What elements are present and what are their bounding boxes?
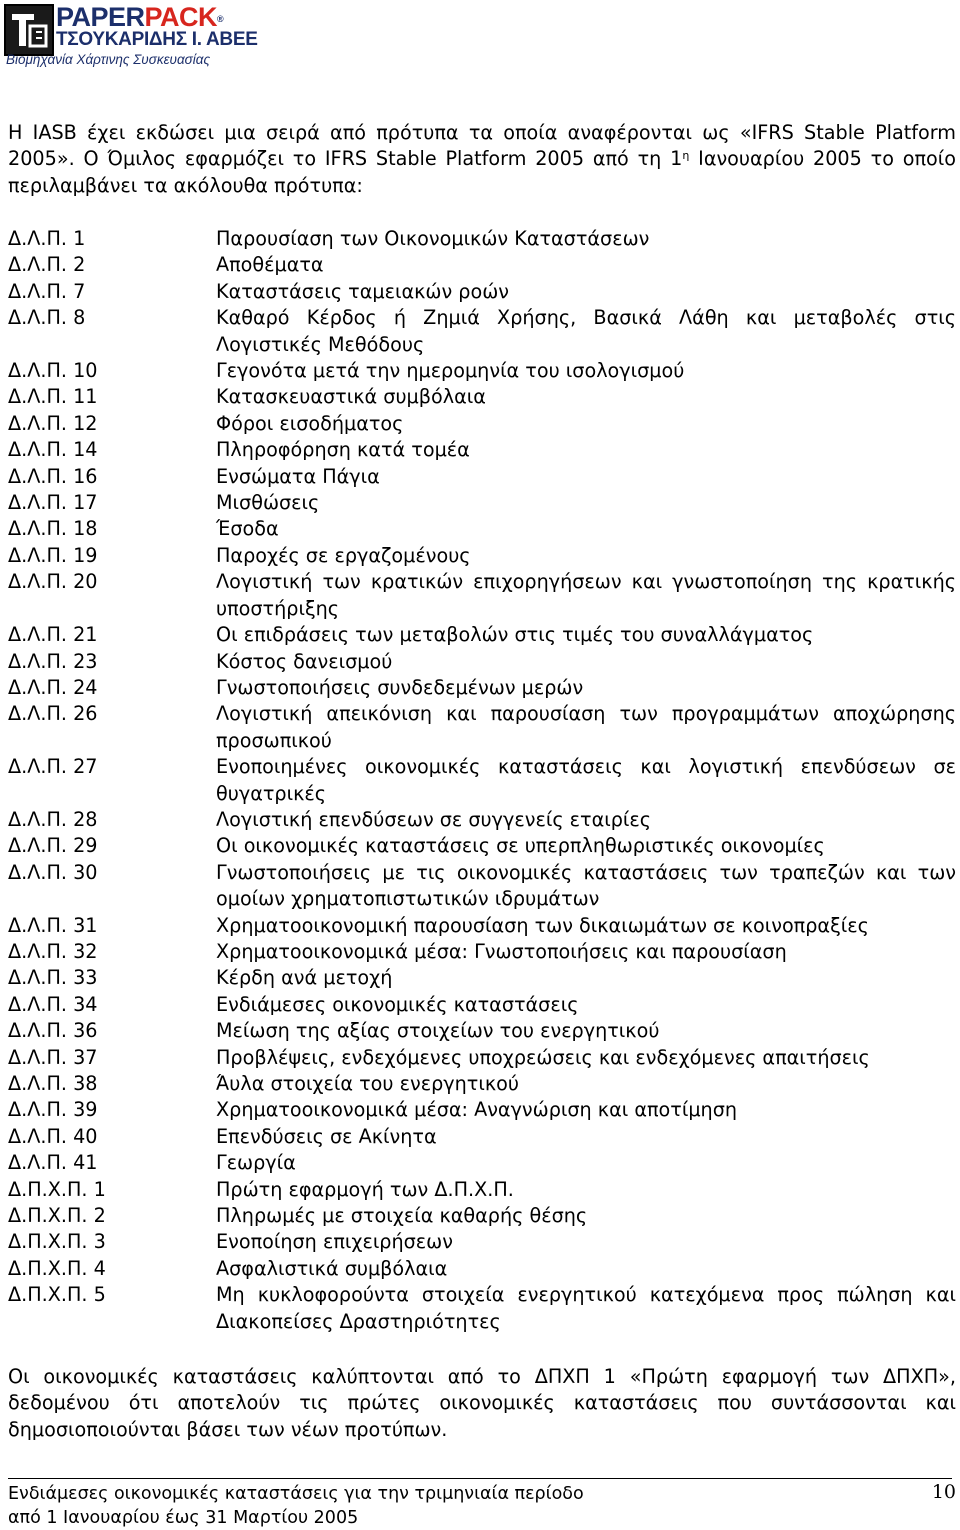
standard-title xyxy=(216,649,956,675)
standard-code: Δ.Λ.Π. 2 xyxy=(8,253,86,277)
standard-title-line: Οι οικονομικές καταστάσεις σε υπερπληθωριστικές οικονομίες xyxy=(216,834,825,858)
standard-title-line: Καθαρό Κέρδος ή Ζημιά Χρήσης, Βασικά Λάθη και μεταβολές στις xyxy=(216,306,956,330)
standard-code: Δ.Λ.Π. 1 xyxy=(8,227,86,250)
standard-row xyxy=(8,305,956,358)
standard-row xyxy=(8,226,956,252)
standard-row xyxy=(8,1177,956,1203)
standard-title xyxy=(216,913,956,939)
standard-row xyxy=(8,437,956,463)
standard-code: Δ.Λ.Π. 33 xyxy=(8,966,98,990)
standard-title-line: Μη κυκλοφορούντα στοιχεία ενεργητικού κατεχόμενα προς πώληση και xyxy=(216,1283,956,1307)
standard-row xyxy=(8,833,956,859)
standard-title-line: Γεγονότα μετά την ημερομηνία του ισολογισμού xyxy=(216,359,685,383)
standard-code: Δ.Π.Χ.Π. 4 xyxy=(8,1256,106,1280)
standard-row xyxy=(8,1150,956,1176)
standard-row xyxy=(8,701,956,754)
footer-line: Ενδιάμεσες οικονομικές καταστάσεις για την τριμηνιαία περίοδο xyxy=(8,1484,584,1504)
standard-code: Δ.Λ.Π. 20 xyxy=(8,570,98,594)
standard-title xyxy=(216,358,956,384)
standard-code: Δ.Λ.Π. 14 xyxy=(8,438,98,462)
standard-title xyxy=(216,622,956,648)
standard-title xyxy=(216,411,956,437)
standard-title-line: Χρηματοοικονομικά μέσα: Γνωστοποιήσεις και παρουσίαση xyxy=(216,939,787,963)
standard-title-line: Πληροφόρηση κατά τομέα xyxy=(216,438,470,462)
standard-title-line: Φόροι εισοδήματος xyxy=(216,411,404,435)
standard-title-line: Λογιστικές Μεθόδους xyxy=(216,332,425,356)
standard-code: Δ.Λ.Π. 30 xyxy=(8,860,98,884)
standard-title-line: Διακοπείσες Δραστηριότητες xyxy=(216,1309,501,1333)
standard-code: Δ.Λ.Π. 38 xyxy=(8,1072,98,1095)
standard-code: Δ.Λ.Π. 31 xyxy=(8,913,98,937)
closing-paragraph xyxy=(8,1364,956,1443)
standard-code: Δ.Λ.Π. 26 xyxy=(8,702,98,726)
standard-title xyxy=(216,1124,956,1150)
standard-title xyxy=(216,701,956,754)
standard-title-line: Έσοδα xyxy=(216,517,279,541)
paperpack-logo-icon xyxy=(4,4,54,56)
standard-title xyxy=(216,464,956,490)
standard-code: Δ.Λ.Π. 7 xyxy=(8,279,86,303)
company-name: ΤΣΟΥΚΑΡΙΔΗΣ Ι. ΑΒΕΕ xyxy=(56,29,258,50)
standard-title xyxy=(216,437,956,463)
standard-title xyxy=(216,1177,956,1203)
standard-row xyxy=(8,1071,956,1097)
standard-title xyxy=(216,1203,956,1229)
standard-title-line: Χρηματοοικονομικά μέσα: Αναγνώριση και αποτίμηση xyxy=(216,1098,738,1122)
intro-line2-start: 2005». Ο Όμιλος εφαρμόζει το IFRS Stable Platform 2005 από τη 1 xyxy=(8,147,683,171)
standard-code: Δ.Λ.Π. 40 xyxy=(8,1124,98,1148)
standard-title xyxy=(216,833,956,859)
standard-title-line: Μισθώσεις xyxy=(216,491,320,515)
standard-title-line: Γεωργία xyxy=(216,1151,296,1175)
ordinal-superscript: η xyxy=(682,149,690,163)
standard-title-line: Προβλέψεις, ενδεχόμενες υποχρεώσεις και ενδεχόμενες απαιτήσεις xyxy=(216,1045,870,1069)
standard-title-line: Μείωση της αξίας στοιχείων του ενεργητικού xyxy=(216,1019,660,1043)
standard-row xyxy=(8,1124,956,1150)
intro-line: Η IASB έχει εκδώσει μια σειρά από πρότυπα τα οποία αναφέρονται ως «IFRS Stable Platform xyxy=(8,121,956,144)
standard-title-line: Γνωστοποιήσεις με τις οικονομικές καταστάσεις των τραπεζών και των xyxy=(216,860,956,884)
standard-code: Δ.Π.Χ.Π. 5 xyxy=(8,1283,106,1307)
standards-list xyxy=(8,226,956,1335)
standard-title xyxy=(216,252,956,278)
footer-caption xyxy=(8,1482,584,1530)
standard-code: Δ.Π.Χ.Π. 2 xyxy=(8,1204,106,1228)
standard-row xyxy=(8,516,956,542)
standard-title-line: Κατασκευαστικά συμβόλαια xyxy=(216,385,486,409)
standard-title-line: Λογιστική των κρατικών επιχορηγήσεων και γνωστοποίηση της κρατικής xyxy=(216,570,956,594)
standard-title xyxy=(216,1150,956,1176)
standard-title-line: Χρηματοοικονομική παρουσίαση των δικαιωμάτων σε κοινοπραξίες xyxy=(216,913,869,937)
standard-title xyxy=(216,1071,956,1097)
standard-title-line: Οι επιδράσεις των μεταβολών στις τιμές του συναλλάγματος xyxy=(216,623,814,647)
standard-title-line: Παρουσίαση των Οικονομικών Καταστάσεων xyxy=(216,227,650,250)
standard-title-line: Ενοποίηση επιχειρήσεων xyxy=(216,1230,453,1254)
standard-code: Δ.Λ.Π. 16 xyxy=(8,464,98,488)
standard-code: Δ.Λ.Π. 24 xyxy=(8,675,98,699)
standard-row xyxy=(8,1018,956,1044)
standard-title-line: Κέρδη ανά μετοχή xyxy=(216,966,393,990)
standard-title xyxy=(216,807,956,833)
standard-row xyxy=(8,1256,956,1282)
standard-code: Δ.Λ.Π. 37 xyxy=(8,1045,98,1069)
standard-title xyxy=(216,543,956,569)
standard-row xyxy=(8,252,956,278)
standard-title xyxy=(216,860,956,913)
standard-title xyxy=(216,965,956,991)
standard-title xyxy=(216,1018,956,1044)
standard-row xyxy=(8,860,956,913)
intro-line2-end: Ιανουαρίου 2005 το οποίο xyxy=(689,147,957,171)
standard-code: Δ.Λ.Π. 10 xyxy=(8,359,98,383)
standard-code: Δ.Λ.Π. 23 xyxy=(8,649,98,673)
standard-code: Δ.Λ.Π. 39 xyxy=(8,1098,98,1122)
standard-code: Δ.Λ.Π. 19 xyxy=(8,543,98,567)
standard-title-line: Πρώτη εφαρμογή των Δ.Π.Χ.Π. xyxy=(216,1177,514,1201)
standard-row xyxy=(8,543,956,569)
page-number: 10 xyxy=(931,1481,956,1503)
standard-title-line: Επενδύσεις σε Ακίνητα xyxy=(216,1124,437,1148)
standard-title-line: Ενδιάμεσες οικονομικές καταστάσεις xyxy=(216,992,579,1016)
standard-row xyxy=(8,384,956,410)
standard-row xyxy=(8,279,956,305)
standard-title-line: Άυλα στοιχεία του ενεργητικού xyxy=(216,1072,519,1095)
intro-line xyxy=(8,146,956,172)
standard-code: Δ.Λ.Π. 21 xyxy=(8,623,98,647)
standard-title xyxy=(216,992,956,1018)
standard-code: Δ.Λ.Π. 18 xyxy=(8,517,98,541)
standard-title-line: Λογιστική απεικόνιση και παρουσίαση των προγραμμάτων αποχώρησης xyxy=(216,702,956,726)
standard-code: Δ.Π.Χ.Π. 1 xyxy=(8,1177,106,1201)
standard-title-line: Αποθέματα xyxy=(216,253,324,277)
closing-line: Οι οικονομικές καταστάσεις καλύπτονται από το ΔΠΧΠ 1 «Πρώτη εφαρμογή των ΔΠΧΠ», xyxy=(8,1365,956,1388)
standard-row xyxy=(8,913,956,939)
standard-title xyxy=(216,1229,956,1255)
standard-row xyxy=(8,1097,956,1123)
standard-row xyxy=(8,1282,956,1335)
intro-line: περιλαμβάνει τα ακόλουθα πρότυπα: xyxy=(8,173,363,197)
standard-row xyxy=(8,675,956,701)
closing-line: δημοσιοποιούνται βάσει των νέων προτύπων. xyxy=(8,1417,448,1441)
standard-row xyxy=(8,939,956,965)
standard-title-line: Καταστάσεις ταμειακών ροών xyxy=(216,279,509,303)
standard-title xyxy=(216,675,956,701)
company-tagline: Βιομηχανία Χάρτινης Συσκευασίας xyxy=(6,52,211,67)
standard-row xyxy=(8,569,956,622)
standard-title-line: ομοίων χρηματοπιστωτικών ιδρυμάτων xyxy=(216,887,600,911)
standard-row xyxy=(8,358,956,384)
standard-row xyxy=(8,807,956,833)
footer-line: από 1 Ιανουαρίου έως 31 Μαρτίου 2005 xyxy=(8,1508,359,1528)
standard-code: Δ.Λ.Π. 36 xyxy=(8,1019,98,1043)
standard-code: Δ.Λ.Π. 28 xyxy=(8,807,98,831)
registered-mark: ® xyxy=(217,14,224,24)
standard-title xyxy=(216,569,956,622)
standard-title xyxy=(216,490,956,516)
standard-title xyxy=(216,754,956,807)
standard-title-line: Πληρωμές με στοιχεία καθαρής θέσης xyxy=(216,1204,588,1228)
brand-part-paper: PAPER xyxy=(56,2,145,32)
standard-row xyxy=(8,992,956,1018)
standard-title-line: υποστήριξης xyxy=(216,596,340,620)
standard-code: Δ.Λ.Π. 34 xyxy=(8,992,98,1016)
standard-title-line: προσωπικού xyxy=(216,728,332,752)
standard-title xyxy=(216,1045,956,1071)
standard-title xyxy=(216,939,956,965)
standard-code: Δ.Λ.Π. 17 xyxy=(8,491,98,515)
standard-code: Δ.Λ.Π. 29 xyxy=(8,834,98,858)
brand-name xyxy=(56,2,223,32)
standard-title xyxy=(216,516,956,542)
standard-row xyxy=(8,490,956,516)
standard-row xyxy=(8,649,956,675)
standard-code: Δ.Λ.Π. 32 xyxy=(8,939,98,963)
standard-row xyxy=(8,754,956,807)
standard-row xyxy=(8,464,956,490)
standard-title xyxy=(216,1282,956,1335)
standard-row xyxy=(8,1229,956,1255)
standard-row xyxy=(8,1203,956,1229)
standard-title-line: Ασφαλιστικά συμβόλαια xyxy=(216,1256,448,1280)
standard-row xyxy=(8,965,956,991)
standard-row xyxy=(8,411,956,437)
standard-title xyxy=(216,384,956,410)
standard-title-line: Παροχές σε εργαζομένους xyxy=(216,543,471,567)
brand-part-pack: PACK xyxy=(144,2,218,32)
standard-title-line: Ενσώματα Πάγια xyxy=(216,464,380,488)
company-header xyxy=(4,2,304,70)
standard-code: Δ.Π.Χ.Π. 3 xyxy=(8,1230,106,1254)
standard-title-line: θυγατρικές xyxy=(216,781,327,805)
intro-paragraph xyxy=(8,120,956,199)
standard-code: Δ.Λ.Π. 41 xyxy=(8,1151,98,1175)
standard-code: Δ.Λ.Π. 8 xyxy=(8,306,86,330)
standard-row xyxy=(8,622,956,648)
standard-title xyxy=(216,279,956,305)
standard-code: Δ.Λ.Π. 11 xyxy=(8,385,98,409)
logo-mark xyxy=(6,6,52,54)
standard-title xyxy=(216,1097,956,1123)
standard-title xyxy=(216,305,956,358)
closing-line: δεδομένου ότι αποτελούν τις πρώτες οικονομικές καταστάσεις που συντάσσονται και xyxy=(8,1391,956,1415)
standard-title-line: Κόστος δανεισμού xyxy=(216,649,393,673)
standard-row xyxy=(8,1045,956,1071)
standard-title xyxy=(216,1256,956,1282)
standard-code: Δ.Λ.Π. 12 xyxy=(8,411,98,435)
standard-title xyxy=(216,226,956,252)
footer-divider xyxy=(8,1478,952,1479)
standard-title-line: Λογιστική επενδύσεων σε συγγενείς εταιρίες xyxy=(216,807,652,831)
standard-title-line: Ενοποιημένες οικονομικές καταστάσεις και λογιστική επενδύσεων σε xyxy=(216,755,956,779)
standard-code: Δ.Λ.Π. 27 xyxy=(8,755,98,779)
standard-title-line: Γνωστοποιήσεις συνδεδεμένων μερών xyxy=(216,675,584,699)
